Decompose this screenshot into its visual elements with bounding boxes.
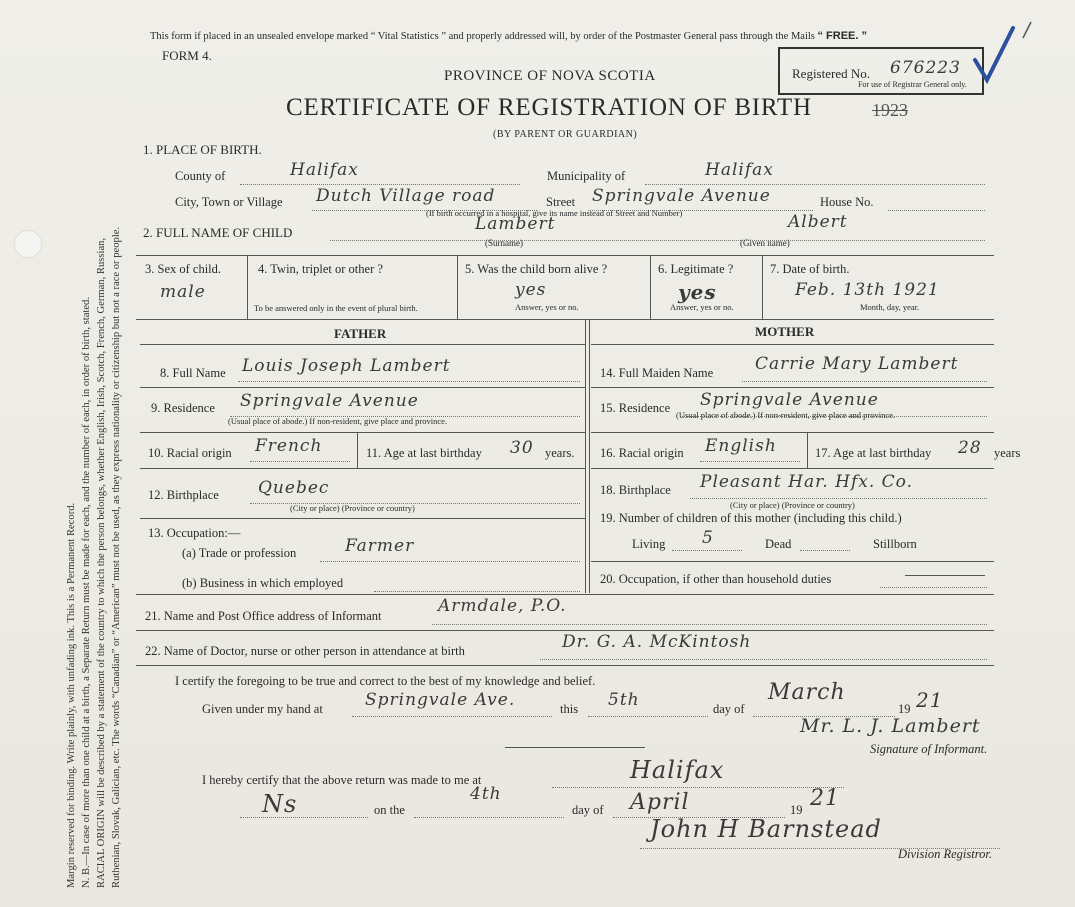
- mother-rule-1: [591, 387, 994, 388]
- day-of-label: day of: [713, 702, 745, 716]
- father-rule-4: [140, 518, 585, 519]
- page-subtitle: (BY PARENT OR GUARDIAN): [493, 129, 638, 140]
- mother-racial-line: [700, 461, 800, 462]
- certify-text: I certify the foregoing to be true and correct to the best of my knowledge and belief.: [175, 674, 596, 688]
- mother-race-divider: [807, 432, 808, 468]
- dob-label: 7. Date of birth.: [770, 262, 850, 276]
- registrar-ns-line: [240, 817, 368, 818]
- house-label: House No.: [820, 195, 874, 209]
- mother-years-label: years: [994, 446, 1021, 460]
- mother-rule-3: [591, 468, 994, 469]
- father-racial-line: [250, 461, 350, 462]
- trade-line: [320, 561, 580, 562]
- mother-name-line: [742, 381, 987, 382]
- occupation-label: 13. Occupation:—: [148, 526, 241, 540]
- punch-hole: [14, 230, 42, 258]
- mother-name-value: Carrie Mary Lambert: [755, 354, 959, 374]
- father-name-line: [238, 381, 580, 382]
- father-residence-note: (Usual place of abode.) If non-resident, give place and province.: [228, 416, 448, 426]
- twin-note: To be answered only in the event of plural birth.: [254, 303, 418, 313]
- child-given-name: Albert: [788, 212, 848, 232]
- mother-rule-4: [591, 561, 994, 562]
- parents-bottom-border: [136, 594, 994, 595]
- child-name-label: 2. FULL NAME OF CHILD: [143, 225, 293, 240]
- mother-birthplace-value: Pleasant Har. Hfx. Co.: [700, 472, 914, 492]
- sex-label: 3. Sex of child.: [145, 262, 222, 276]
- registered-label: Registered No.: [792, 66, 870, 81]
- father-racial-label: 10. Racial origin: [148, 446, 232, 460]
- house-line: [888, 210, 985, 211]
- margin-note-2: N. B.—In case of more than one child at a birth, a Separate Return must be made for each, and the number of each, in order of birth, stated.: [81, 297, 92, 888]
- mail-note: [150, 30, 867, 42]
- hospital-note: (If birth occurred in a hospital, give its name instead of Street and Number): [426, 208, 683, 218]
- province-heading: PROVINCE OF NOVA SCOTIA: [444, 68, 656, 84]
- sex-value: male: [160, 282, 206, 302]
- margin-note-3: RACIAL ORIGIN will be described by a statement of the country to which the person belongs, whether English, Irish, Scotch, French, German, Russian,: [96, 237, 107, 888]
- father-heading: FATHER: [334, 326, 387, 341]
- mother-birthplace-note: (City or place) (Province or country): [730, 500, 855, 510]
- business-line: [374, 591, 580, 592]
- stillborn-label: Stillborn: [873, 537, 917, 551]
- dob-note: Month, day, year.: [860, 302, 920, 312]
- registrar-day-of-label: day of: [572, 803, 604, 817]
- father-birthplace-label: 12. Birthplace: [148, 488, 219, 502]
- mother-residence-note: (Usual place of abode.) If non-resident, give place and province.: [676, 410, 896, 420]
- county-label: County of: [175, 169, 226, 183]
- registrar-year-prefix: 19: [790, 803, 803, 817]
- day-line: [588, 716, 708, 717]
- father-residence-label: 9. Residence: [151, 401, 215, 415]
- row3-top-border: [136, 255, 994, 256]
- row3-divider-3: [650, 255, 651, 319]
- registrar-place-line: [552, 787, 844, 788]
- municipality-value: Halifax: [705, 160, 774, 180]
- given-place-line: [352, 716, 552, 717]
- year-value: 21: [916, 688, 944, 712]
- registrar-text: I hereby certify that the above return was made to me at: [202, 773, 482, 787]
- registrar-month-value: April: [630, 790, 690, 815]
- informant-signature-label: Signature of Informant.: [870, 742, 988, 756]
- given-place-value: Springvale Ave.: [365, 690, 516, 710]
- father-rule-3: [140, 468, 585, 469]
- mother-age-value: 28: [958, 438, 982, 458]
- father-age-value: 30: [510, 438, 534, 458]
- mother-rule-2: [591, 432, 994, 433]
- registered-note: For use of Registrar General only.: [858, 80, 967, 89]
- this-label: this: [560, 702, 579, 716]
- living-value: 5: [702, 528, 714, 548]
- mother-age-label: 17. Age at last birthday: [815, 446, 932, 460]
- alive-note: Answer, yes or no.: [515, 302, 579, 312]
- doctor-rule: [136, 665, 994, 666]
- mother-racial-label: 16. Racial origin: [600, 446, 684, 460]
- father-race-divider: [357, 432, 358, 468]
- county-value: Halifax: [290, 160, 359, 180]
- father-name-value: Louis Joseph Lambert: [242, 356, 451, 376]
- trade-label: (a) Trade or profession: [182, 546, 297, 560]
- on-the-label: on the: [374, 803, 405, 817]
- separator-line: [505, 747, 645, 748]
- informant-rule: [136, 630, 994, 631]
- child-name-line: [330, 240, 985, 241]
- year-prefix: 19: [898, 702, 911, 716]
- father-birthplace-value: Quebec: [258, 478, 330, 498]
- mother-occupation-dash: [905, 575, 985, 576]
- informant-label: 21. Name and Post Office address of Informant: [145, 609, 382, 623]
- children-count-label: 19. Number of children of this mother (including this child.): [600, 511, 902, 525]
- registrar-signature-label: Division Registror.: [898, 847, 992, 861]
- mail-note-text: This form if placed in an unsealed envelope marked “ Vital Statistics ” and properly addressed will, by order of the Postmaster General pass through the Mails: [150, 31, 815, 42]
- mother-residence-value: Springvale Avenue: [700, 390, 879, 410]
- page-title: CERTIFICATE OF REGISTRATION OF BIRTH: [286, 94, 812, 121]
- mother-racial-value: English: [705, 436, 777, 456]
- father-age-label: 11. Age at last birthday: [366, 446, 482, 460]
- checkmark-icon: [965, 20, 1045, 90]
- county-line: [240, 184, 520, 185]
- father-racial-value: French: [255, 436, 323, 456]
- mother-heading-rule: [591, 344, 994, 345]
- father-years-label: years.: [545, 446, 575, 460]
- street-label: Street: [546, 195, 576, 209]
- informant-value: Armdale, P.O.: [438, 596, 567, 616]
- municipality-label: Municipality of: [547, 169, 626, 183]
- city-label: City, Town or Village: [175, 195, 283, 209]
- free-label: “ FREE. ”: [817, 30, 868, 42]
- dead-line: [800, 550, 850, 551]
- father-birthplace-note: (City or place) (Province or country): [290, 503, 415, 513]
- given-label: Given under my hand at: [202, 702, 323, 716]
- dead-label: Dead: [765, 537, 792, 551]
- given-name-note: (Given name): [740, 238, 790, 248]
- father-rule-1: [140, 387, 585, 388]
- doctor-line: [540, 659, 987, 660]
- row3-divider-4: [762, 255, 763, 319]
- trade-value: Farmer: [345, 536, 415, 556]
- legitimate-label: 6. Legitimate ?: [658, 262, 734, 276]
- registrar-day-value: 4th: [470, 784, 502, 804]
- registrar-place-value: Halifax: [630, 756, 725, 784]
- mother-heading: MOTHER: [755, 324, 815, 339]
- legitimate-value: yes: [678, 280, 717, 304]
- mother-name-label: 14. Full Maiden Name: [600, 366, 714, 380]
- municipality-line: [645, 184, 985, 185]
- registrar-signature: John H Barnstead: [650, 815, 882, 843]
- business-label: (b) Business in which employed: [182, 576, 344, 590]
- father-residence-value: Springvale Avenue: [240, 391, 419, 411]
- informant-signature: Mr. L. J. Lambert: [800, 715, 981, 737]
- doctor-label: 22. Name of Doctor, nurse or other person in attendance at birth: [145, 644, 465, 658]
- father-rule-2: [140, 432, 585, 433]
- margin-note-1: Margin reserved for binding. Write plainly, with unfading ink. This is a Permanent Record.: [66, 502, 77, 888]
- living-label: Living: [632, 537, 666, 551]
- mother-occupation-line: [880, 587, 987, 588]
- row3-divider-2: [457, 255, 458, 319]
- dob-value: Feb. 13th 1921: [795, 280, 940, 300]
- registrar-year-value: 21: [810, 786, 840, 811]
- mother-occupation-label: 20. Occupation, if other than household duties: [600, 572, 832, 586]
- struck-year: 1923: [872, 100, 908, 120]
- street-value: Springvale Avenue: [592, 186, 771, 206]
- mother-birthplace-label: 18. Birthplace: [600, 483, 671, 497]
- father-name-label: 8. Full Name: [160, 366, 226, 380]
- informant-line: [432, 624, 987, 625]
- legitimate-note: Answer, yes or no.: [670, 302, 734, 312]
- margin-notes: [64, 227, 124, 888]
- city-value: Dutch Village road: [316, 186, 496, 206]
- alive-value: yes: [515, 280, 547, 300]
- row3-bottom-border: [136, 319, 994, 320]
- registered-number: 676223: [890, 58, 961, 78]
- mother-birthplace-line: [690, 498, 987, 499]
- doctor-value: Dr. G. A. McKintosh: [562, 632, 752, 652]
- margin-note-4: Ruthenian, Slovak, Galician, etc. The words “Canadian” or “American” must not be used, as they express nationality or citizenship but not a race or people.: [111, 226, 122, 888]
- form-number: FORM 4.: [162, 48, 212, 63]
- twin-label: 4. Twin, triplet or other ?: [258, 262, 383, 276]
- registrar-day-line: [414, 817, 564, 818]
- alive-label: 5. Was the child born alive ?: [465, 262, 608, 276]
- registrar-ns-value: Ns: [262, 790, 298, 818]
- month-value: March: [768, 680, 846, 705]
- row3-divider-1: [247, 255, 248, 319]
- parents-divider: [585, 319, 590, 593]
- place-of-birth-heading: 1. PLACE OF BIRTH.: [143, 142, 262, 157]
- father-heading-rule: [140, 344, 585, 345]
- surname-note: (Surname): [485, 238, 523, 248]
- mother-residence-label: 15. Residence: [600, 401, 671, 415]
- child-surname: Lambert: [475, 214, 556, 234]
- day-value: 5th: [608, 690, 640, 710]
- living-line: [672, 550, 742, 551]
